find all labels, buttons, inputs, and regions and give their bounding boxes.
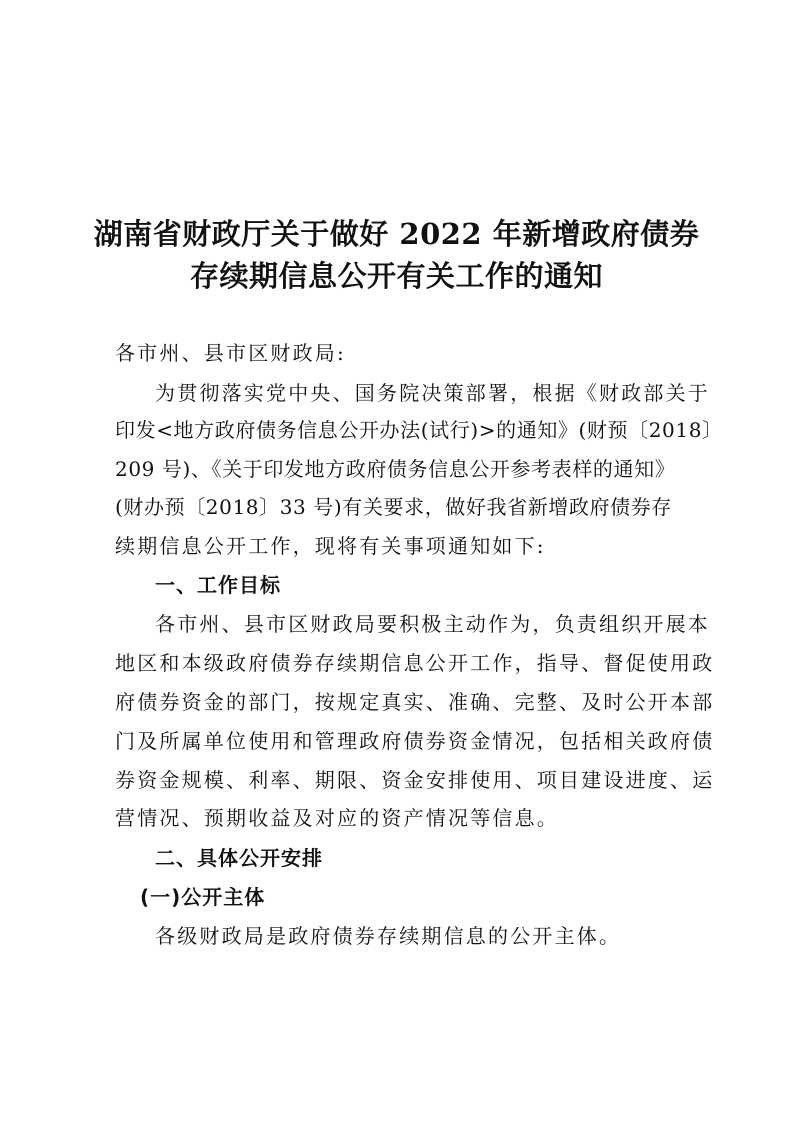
document-title-line-1: 湖南省财政厅关于做好 2022 年新增政府债券 — [93, 217, 700, 251]
section-1-heading: 一、工作目标 — [155, 573, 281, 597]
paragraph-3: 各级财政局是政府债券存续期信息的公开主体。 — [155, 924, 622, 948]
subsection-1-heading: (一)公开主体 — [140, 885, 266, 909]
section-2-heading: 二、具体公开安排 — [155, 846, 323, 870]
paragraph-1-line-5: 续期信息公开工作，现将有关事项通知如下: — [115, 534, 546, 558]
paragraph-2-line-2: 地区和本级政府债券存续期信息公开工作，指导、督促使用政 — [115, 651, 715, 675]
paragraph-1-line-1: 为贯彻落实党中央、国务院决策部署，根据《财政部关于 — [155, 381, 710, 405]
paragraph-2-line-1: 各市州、县市区财政局要积极主动作为，负责组织开展本 — [155, 612, 710, 636]
paragraph-2-line-4: 门及所属单位使用和管理政府债券资金情况，包括相关政府债 — [115, 729, 715, 753]
paragraph-2-line-6: 营情况、预期收益及对应的资产情况等信息。 — [115, 806, 559, 830]
document-title-line-2: 存续期信息公开有关工作的通知 — [189, 259, 603, 293]
salutation: 各市州、县市区财政局: — [115, 341, 346, 365]
paragraph-1-line-2: 印发<地方政府债务信息公开办法(试行)>的通知》(财预〔2018〕 — [115, 418, 723, 442]
paragraph-2-line-3: 府债券资金的部门，按规定真实、准确、完整、及时公开本部 — [115, 690, 715, 714]
paragraph-1-line-3: 209 号)、《关于印发地方政府债务信息公开参考表样的通知》 — [115, 457, 676, 481]
paragraph-1-line-4: (财办预〔2018〕33 号)有关要求，做好我省新增政府债券存 — [115, 495, 672, 519]
paragraph-2-line-5: 券资金规模、利率、期限、资金安排使用、项目建设进度、运 — [115, 768, 715, 792]
